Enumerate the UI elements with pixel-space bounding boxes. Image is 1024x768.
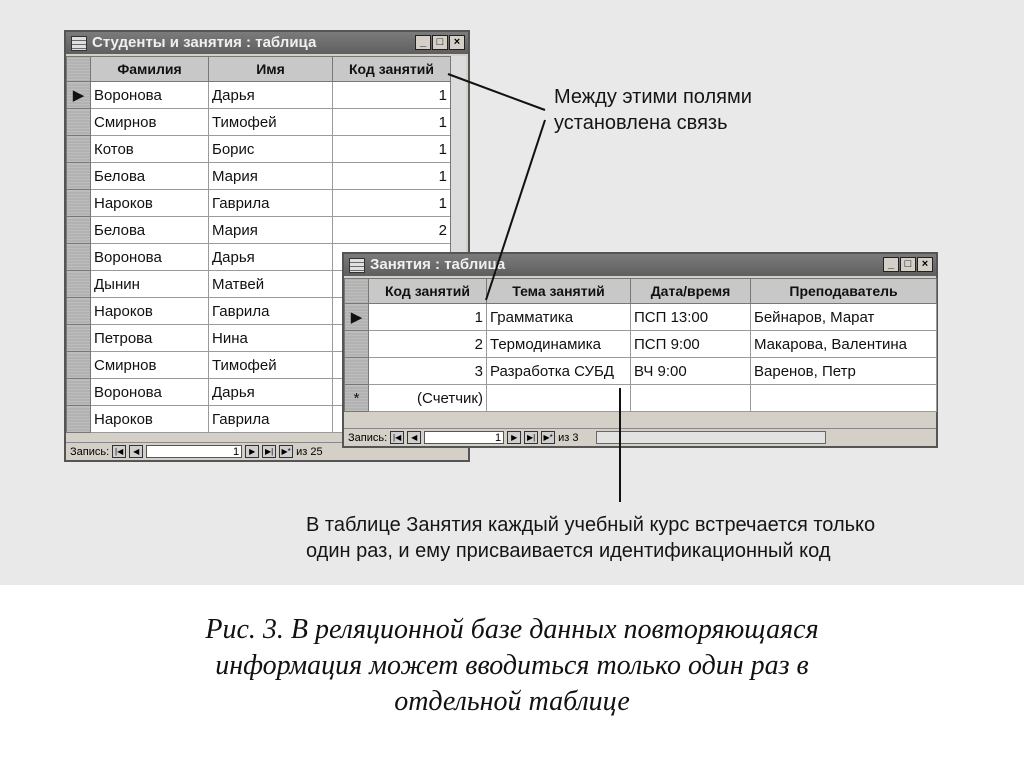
minimize-button[interactable]: _: [415, 35, 431, 50]
cell-surname[interactable]: Смирнов: [91, 352, 209, 379]
cell-surname[interactable]: Воронова: [91, 379, 209, 406]
maximize-button[interactable]: □: [432, 35, 448, 50]
last-record-button[interactable]: ▶|: [524, 431, 538, 444]
column-header-datetime[interactable]: Дата/время: [631, 279, 751, 304]
cell-surname[interactable]: Белова: [91, 217, 209, 244]
cell-class-code[interactable]: 2: [369, 331, 487, 358]
cell-class-code[interactable]: 1: [333, 163, 451, 190]
new-record-button[interactable]: ▶*: [279, 445, 293, 458]
cell-name[interactable]: Тимофей: [209, 109, 333, 136]
cell-teacher[interactable]: Бейнаров, Марат: [751, 304, 937, 331]
cell-class-code[interactable]: 1: [333, 82, 451, 109]
cell-name[interactable]: Мария: [209, 163, 333, 190]
classes-window-title: Занятия : таблица: [370, 256, 506, 273]
cell-name[interactable]: Нина: [209, 325, 333, 352]
column-header-topic[interactable]: Тема занятий: [487, 279, 631, 304]
record-number-field[interactable]: 1: [424, 431, 504, 444]
cell-surname[interactable]: Воронова: [91, 244, 209, 271]
maximize-button[interactable]: □: [900, 257, 916, 272]
caption-line: отдельной таблице: [394, 686, 630, 717]
cell-teacher[interactable]: Варенов, Петр: [751, 358, 937, 385]
record-label: Запись:: [348, 431, 388, 444]
cell-topic[interactable]: Термодинамика: [487, 331, 631, 358]
cell-class-code[interactable]: 2: [333, 217, 451, 244]
column-header-teacher[interactable]: Преподаватель: [751, 279, 937, 304]
cell-class-code[interactable]: 1: [369, 304, 487, 331]
cell-class-code[interactable]: 1: [333, 109, 451, 136]
figure-caption: [100, 612, 924, 720]
close-button[interactable]: ×: [917, 257, 933, 272]
students-window-title: Студенты и занятия : таблица: [92, 34, 317, 51]
row-selector[interactable]: ▶: [67, 82, 91, 109]
cell-name[interactable]: Гаврила: [209, 406, 333, 433]
last-record-button[interactable]: ▶|: [262, 445, 276, 458]
first-record-button[interactable]: |◀: [390, 431, 404, 444]
row-selector[interactable]: *: [345, 385, 369, 412]
cell-datetime[interactable]: ВЧ 9:00: [631, 358, 751, 385]
callout-line: установлена связь: [554, 112, 728, 134]
prev-record-button[interactable]: ◀: [129, 445, 143, 458]
cell-class-code[interactable]: 3: [369, 358, 487, 385]
cell-topic[interactable]: Грамматика: [487, 304, 631, 331]
cell-surname[interactable]: Петрова: [91, 325, 209, 352]
cell-name[interactable]: Борис: [209, 136, 333, 163]
close-button[interactable]: ×: [449, 35, 465, 50]
new-record-button[interactable]: ▶*: [541, 431, 555, 444]
relation-connector: [448, 74, 545, 110]
unique-code-callout: [306, 512, 1006, 564]
cell-surname[interactable]: Нароков: [91, 406, 209, 433]
cell-datetime[interactable]: ПСП 9:00: [631, 331, 751, 358]
caption-line: Рис. 3. В реляционной базе данных повторяющаяся: [205, 614, 819, 645]
relation-callout: [554, 84, 854, 136]
cell-name[interactable]: Дарья: [209, 244, 333, 271]
column-header-class-code[interactable]: Код занятий: [333, 57, 451, 82]
next-record-button[interactable]: ▶: [245, 445, 259, 458]
record-number-field[interactable]: 1: [146, 445, 242, 458]
cell-name[interactable]: Гаврила: [209, 190, 333, 217]
column-header-surname[interactable]: Фамилия: [91, 57, 209, 82]
record-count: из 25: [296, 445, 323, 458]
cell-datetime[interactable]: ПСП 13:00: [631, 304, 751, 331]
relation-connector: [486, 120, 545, 300]
cell-class-code[interactable]: 1: [333, 136, 451, 163]
cell-teacher[interactable]: Макарова, Валентина: [751, 331, 937, 358]
cell-topic[interactable]: Разработка СУБД: [487, 358, 631, 385]
first-record-button[interactable]: |◀: [112, 445, 126, 458]
cell-name[interactable]: Дарья: [209, 379, 333, 406]
cell-surname[interactable]: Котов: [91, 136, 209, 163]
autonumber-placeholder[interactable]: (Счетчик): [369, 385, 487, 412]
cell-surname[interactable]: Смирнов: [91, 109, 209, 136]
callout-line: Между этими полями: [554, 86, 752, 108]
cell-surname[interactable]: Воронова: [91, 82, 209, 109]
row-selector[interactable]: ▶: [345, 304, 369, 331]
callout-line: В таблице Занятия каждый учебный курс встречается только: [306, 514, 876, 536]
cell-surname[interactable]: Белова: [91, 163, 209, 190]
prev-record-button[interactable]: ◀: [407, 431, 421, 444]
caption-line: информация может вводиться только один раз в: [215, 650, 809, 681]
cell-class-code[interactable]: 1: [333, 190, 451, 217]
cell-name[interactable]: Гаврила: [209, 298, 333, 325]
cell-surname[interactable]: Нароков: [91, 190, 209, 217]
next-record-button[interactable]: ▶: [507, 431, 521, 444]
cell-name[interactable]: Матвей: [209, 271, 333, 298]
record-label: Запись:: [70, 445, 110, 458]
cell-surname[interactable]: Нароков: [91, 298, 209, 325]
cell-name[interactable]: Дарья: [209, 82, 333, 109]
cell-name[interactable]: Тимофей: [209, 352, 333, 379]
minimize-button[interactable]: _: [883, 257, 899, 272]
column-header-class-code[interactable]: Код занятий: [369, 279, 487, 304]
cell-surname[interactable]: Дынин: [91, 271, 209, 298]
cell-name[interactable]: Мария: [209, 217, 333, 244]
record-count: из 3: [558, 431, 579, 444]
column-header-name[interactable]: Имя: [209, 57, 333, 82]
callout-line: один раз, и ему присваивается идентификационный код: [306, 540, 831, 562]
